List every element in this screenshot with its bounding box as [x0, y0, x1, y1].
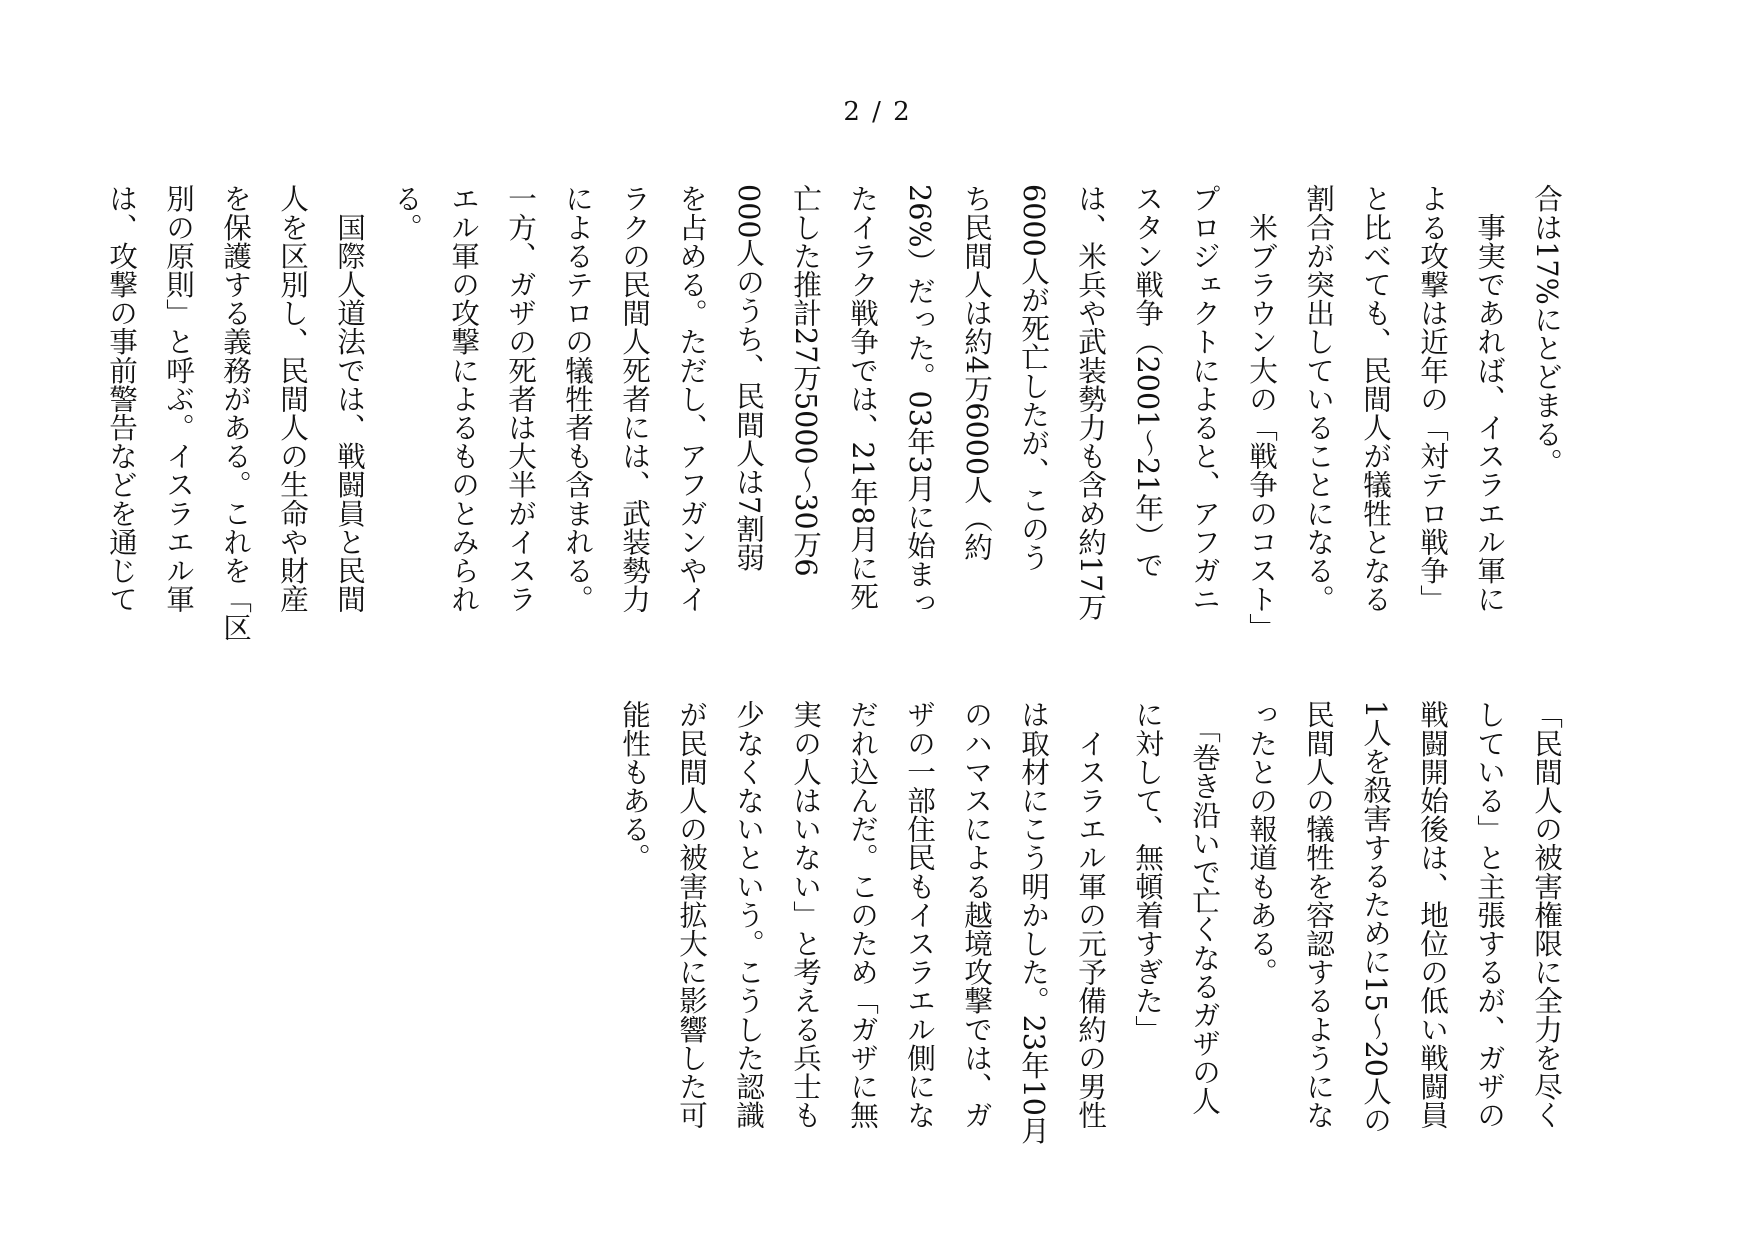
text-line: 能性もある。 [618, 700, 652, 872]
text-line: 民間人の犠牲を容認するようにな [1302, 700, 1336, 1129]
text-line: 1人を殺害するために15〜20人の [1359, 700, 1393, 1135]
text-line: を占める。ただし、アフガンやイ [675, 184, 709, 613]
text-line: が民間人の被害拡大に影響した可 [675, 700, 709, 1129]
text-line: は、米兵や武装勢力も含め約17万 [1074, 184, 1108, 621]
text-line: ザの一部住民もイスラエル側にな [903, 700, 937, 1129]
upper-text-block [93, 184, 1575, 642]
text-line: 「民間人の被害権限に全力を尽く [1530, 700, 1564, 1129]
text-line: だれ込んだ。このため「ガザに無 [846, 700, 880, 1129]
text-line: 米ブラウン大の「戦争のコスト」 [1245, 184, 1279, 642]
text-line: ち民間人は約4万6000人（約 [960, 184, 994, 561]
text-line: 000人のうち、民間人は7割弱 [732, 184, 766, 572]
lower-text-block [606, 700, 1575, 1145]
text-line: 国際人道法では、戦闘員と民間 [333, 184, 367, 613]
text-line: る。 [390, 184, 424, 242]
text-line: 事実であれば、イスラエル軍に [1473, 184, 1507, 613]
text-line: プロジェクトによると、アフガニ [1188, 184, 1222, 613]
text-line: 亡した推計27万5000〜30万6 [789, 184, 823, 577]
text-line: と比べても、民間人が犠牲となる [1359, 184, 1393, 613]
text-line: 割合が突出していることになる。 [1302, 184, 1336, 613]
text-line: を保護する義務がある。これを「区 [219, 184, 253, 642]
text-line: 少なくないという。こうした認識 [732, 700, 766, 1129]
text-line: エル軍の攻撃によるものとみられ [447, 184, 481, 613]
page-number: 2 / 2 [843, 97, 912, 127]
text-line: スタン戦争（2001〜21年）で [1131, 184, 1165, 580]
text-line: 人を区別し、民間人の生命や財産 [276, 184, 310, 613]
text-line: イスラエル軍の元予備約の男性 [1074, 700, 1108, 1129]
text-line: 合は17%にとどまる。 [1530, 184, 1564, 477]
text-line: のハマスによる越境攻撃では、ガ [960, 700, 994, 1129]
text-line: は、攻撃の事前警告などを通じて [105, 184, 139, 613]
text-line: ラクの民間人死者には、武装勢力 [618, 184, 652, 613]
text-line: 別の原則」と呼ぶ。イスラエル軍 [162, 184, 196, 613]
text-line: は取材にこう明かした。23年10月 [1017, 700, 1051, 1145]
text-line: よる攻撃は近年の「対テロ戦争」 [1416, 184, 1450, 613]
text-line: に対して、無頓着すぎた」 [1131, 700, 1165, 1044]
text-line: 26%）だった。03年3月に始まっ [903, 184, 937, 617]
text-line: たイラク戦争では、21年8月に死 [846, 184, 880, 611]
text-line: によるテロの犠牲者も含まれる。 [561, 184, 595, 613]
text-line: している」と主張するが、ガザの [1473, 700, 1507, 1129]
text-line: 実の人はいない」と考える兵士も [789, 700, 823, 1129]
text-line: 6000人が死亡したが、このう [1017, 184, 1051, 572]
text-line: 一方、ガザの死者は大半がイスラ [504, 184, 538, 613]
text-line: ったとの報道もある。 [1245, 700, 1279, 986]
text-line: 「巻き沿いで亡くなるガザの人 [1188, 700, 1222, 1115]
text-line: 戦闘開始後は、地位の低い戦闘員 [1416, 700, 1450, 1129]
